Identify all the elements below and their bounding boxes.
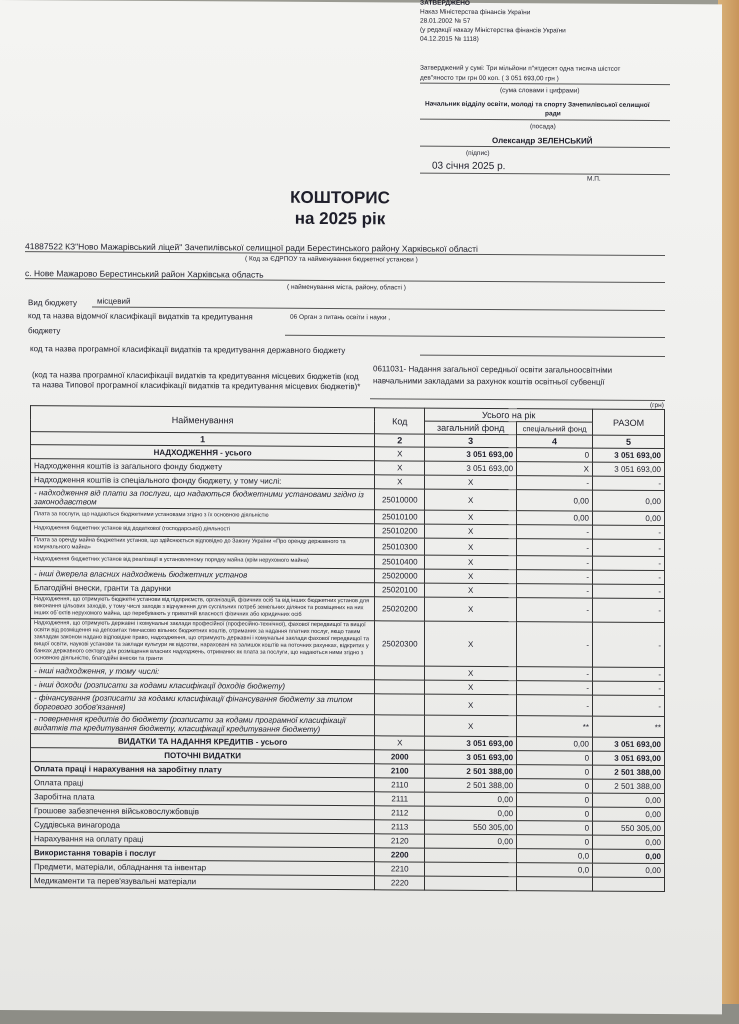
row-total: - — [593, 667, 665, 681]
header-code: Код — [375, 408, 425, 434]
row-name: Оплата праці — [31, 776, 375, 792]
budget-type-label: Вид бюджету — [28, 298, 78, 308]
program-class-label: код та назва програмної класифікації видатків та кредитування державного бюджету — [30, 344, 346, 356]
row-name: Надходження бюджетних установ від додаткової (господарської) діяльності — [31, 522, 375, 538]
row-special-fund: - — [517, 539, 593, 556]
row-special-fund — [517, 877, 593, 891]
row-special-fund: - — [517, 584, 593, 598]
dept-class-label-2: бюджету — [28, 326, 61, 336]
row-name: - повернення кредитів до бюджету (розписати за кодами програмної класифікації видатків та кредитування бюджету, класифікації кредитування бюджету) — [31, 713, 375, 736]
dept-class-line — [285, 335, 665, 338]
table-row — [31, 874, 665, 892]
signature-line — [420, 146, 670, 149]
row-code: 2200 — [375, 848, 425, 862]
row-name: - інші доходи (розписати за кодами класифікації доходів бюджету) — [31, 678, 375, 694]
row-code: Х — [375, 736, 425, 750]
row-total: 0,00 — [593, 807, 665, 821]
row-special-fund: Х — [517, 462, 593, 476]
table-row — [31, 619, 665, 668]
location-name: с. Нове Мажарово Берестинський район Харківська область — [25, 268, 264, 280]
row-total: - — [593, 539, 665, 556]
position-caption: (посада) — [530, 123, 556, 131]
row-special-fund: - — [517, 525, 593, 539]
row-code — [375, 680, 425, 694]
row-code — [375, 715, 425, 736]
row-general-fund: 0,00 — [425, 806, 517, 821]
row-general-fund: Х — [425, 694, 517, 716]
row-name: НАДХОДЖЕННЯ - усього — [31, 445, 375, 461]
document-title: КОШТОРИС — [290, 187, 390, 208]
institution-name: 41887522 КЗ"Ново Мажарівський ліцей" Зачепилівської селищної ради Берестинського району Харківської області — [25, 241, 478, 254]
approved-sum-2: дев"яносто три грн 00 коп. ( 3 051 693,00 грн ) — [420, 74, 559, 83]
row-general-fund — [425, 848, 517, 863]
sign-caption: (підпис) — [466, 149, 490, 157]
row-total: - — [593, 525, 665, 539]
row-general-fund: Х — [425, 510, 517, 525]
row-total: 0,00 — [593, 793, 665, 807]
row-name: - інші надходження, у тому числі: — [31, 664, 375, 680]
header-total-year: Усього на рік — [425, 408, 593, 422]
row-special-fund: 0,0 — [517, 863, 593, 877]
row-name: Грошове забезпечення військовослужбовців — [31, 804, 375, 820]
row-name: ВИДАТКИ ТА НАДАННЯ КРЕДИТІВ - усього — [31, 734, 375, 750]
row-total: - — [593, 570, 665, 584]
row-code: 2113 — [375, 820, 425, 834]
row-special-fund: 0 — [517, 448, 593, 462]
row-general-fund: 3 051 693,00 — [425, 736, 517, 751]
row-general-fund: Х — [425, 621, 517, 667]
col-num-4: 4 — [517, 435, 593, 448]
position-text: Начальник відділу освіти, молоді та спорту Зачепилівської селищної — [425, 100, 650, 109]
row-code: 25010400 — [375, 555, 425, 569]
row-name: Благодійні внески, гранти та дарунки — [31, 581, 375, 597]
location-caption: ( найменування міста, району, області ) — [287, 283, 406, 292]
row-general-fund — [425, 862, 517, 877]
row-name: Надходження бюджетних установ від реалізації в установленому порядку майна (крім нерухомого майна) — [31, 553, 375, 569]
local-class-value: 0611031- Надання загальної середньої освіти загальноосвітніми — [373, 364, 613, 375]
col-num-1: 1 — [31, 432, 375, 447]
row-name: Заробітна плата — [31, 790, 375, 806]
local-class-value-2: навчальними закладами за рахунок коштів освітньої субвенції — [373, 376, 605, 387]
row-special-fund: - — [517, 695, 593, 716]
row-special-fund: - — [517, 667, 593, 681]
row-code: 2110 — [375, 778, 425, 792]
budget-table — [30, 405, 665, 892]
position-line — [420, 119, 670, 122]
row-general-fund: Х — [425, 489, 517, 511]
row-special-fund: 0,00 — [517, 737, 593, 751]
row-total: - — [593, 584, 665, 598]
row-special-fund: - — [517, 556, 593, 570]
row-code — [375, 666, 425, 680]
row-general-fund: Х — [425, 524, 517, 539]
row-total: 2 501 388,00 — [593, 765, 665, 779]
row-code: 25010200 — [375, 524, 425, 538]
row-general-fund: 3 051 693,00 — [425, 447, 517, 462]
row-special-fund: 0 — [517, 807, 593, 821]
row-code: 25010000 — [375, 489, 425, 510]
row-general-fund: 2 501 388,00 — [425, 778, 517, 793]
row-special-fund: 0 — [517, 779, 593, 793]
row-name: Плата за послуги, що надаються бюджетними установами згідно з їх основною діяльністю — [31, 508, 375, 524]
row-total: 0,00 — [593, 490, 665, 511]
row-total: ** — [593, 716, 665, 737]
local-class-label-2: та назва Типової програмної класифікації видатків та кредитування місцевих бюджетів)* — [32, 380, 361, 392]
row-total: 3 051 693,00 — [593, 448, 665, 462]
col-num-3: 3 — [425, 434, 517, 448]
approved-sum: Затверджений у сумі: Три мільйони п"ятдесят одна тисяча шістсот — [420, 64, 621, 73]
order-line-3: (у редакції наказу Міністерства фінансів України — [420, 26, 566, 35]
row-special-fund: - — [517, 476, 593, 490]
sum-caption: (сума словами і цифрами) — [500, 87, 580, 95]
header-sum: РАЗОМ — [593, 409, 665, 435]
row-total: - — [593, 681, 665, 695]
row-general-fund: Х — [425, 597, 517, 622]
dept-class-value: 06 Орган з питань освіти і науки , — [290, 313, 391, 322]
row-code: Х — [375, 461, 425, 475]
row-name: Плата за оренду майна бюджетних установ, що здійснюється відповідно до Закону України «Про оренду державного та комунального майна» — [31, 536, 375, 555]
row-total: - — [593, 695, 665, 716]
row-general-fund: 0,00 — [425, 834, 517, 849]
row-code: 2220 — [375, 876, 425, 890]
row-total — [593, 877, 665, 891]
institution-caption: ( Код за ЄДРПОУ та найменування бюджетної установи ) — [245, 255, 418, 264]
row-special-fund: 0,00 — [517, 490, 593, 511]
row-general-fund: Х — [425, 569, 517, 584]
document-year: на 2025 рік — [294, 208, 386, 229]
row-code: 2120 — [375, 834, 425, 848]
row-total: 2 501 388,00 — [593, 779, 665, 793]
row-name: Надходження, що отримують державні і комунальні заклади професійної (професійно-технічної), фахової передвищої та вищої освіти від розміщення на депозитах тимчасово вільних бюджетних коштів, отриманих за надання платних послуг, якщо таким закладам законом надано відповідне право, надходження, що отримують державні і комунальні заклади фахової передвищої та вищої освіти, наукові установи та заклади культури як відсотки, нараховані на залишок коштів на поточних рахунках, відкритих у банках державного сектору для розміщення власних надходжень, отриманих як плата за послуги, що надаються ними згідно з основною діяльністю, благодійні внески та гранти — [31, 619, 375, 666]
row-total: 3 051 693,00 — [593, 462, 665, 476]
row-name: Предмети, матеріали, обладнання та інвентар — [31, 860, 375, 876]
row-code — [375, 694, 425, 715]
row-name: - надходження від плати за послуги, що надаються бюджетними установами згідно із законодавством — [31, 487, 375, 510]
table-body — [31, 445, 665, 892]
header-name: Найменування — [31, 406, 375, 434]
row-special-fund: ** — [517, 716, 593, 737]
row-code: 25010100 — [375, 510, 425, 524]
col-num-5: 5 — [593, 435, 665, 448]
row-special-fund: - — [517, 598, 593, 622]
sum-line — [420, 83, 670, 86]
row-general-fund: 0,00 — [425, 792, 517, 807]
order-line-4: 04.12.2015 № 1118) — [420, 35, 479, 43]
row-name: Суддівська винагорода — [31, 818, 375, 834]
row-general-fund: Х — [425, 715, 517, 737]
row-special-fund: - — [517, 681, 593, 695]
row-total: 3 051 693,00 — [593, 737, 665, 751]
row-name: Використання товарів і послуг — [31, 846, 375, 862]
order-line-1: Наказ Міністерства фінансів України — [420, 8, 531, 17]
position-text-2: ради — [545, 110, 561, 118]
row-special-fund: 0 — [517, 765, 593, 779]
program-class-line — [420, 355, 665, 357]
row-code: 25020200 — [375, 597, 425, 621]
header-general-fund: загальний фонд — [425, 421, 517, 435]
row-general-fund: 550 305,00 — [425, 820, 517, 835]
row-total: - — [593, 622, 665, 667]
row-name: Надходження, що отримують бюджетні установи від підприємств, організацій, фізичних осіб та від інших бюджетних установ для виконання цільових заходів, у тому числі заходів з відчуження для суспільних потреб земельних ділянок та розміщених на них інших об`єктів нерухомого майна, що перебувають у приватній власності фізичних або юридичних осіб — [31, 595, 375, 621]
row-code: 25020000 — [375, 569, 425, 583]
date-line — [420, 173, 670, 176]
row-code: 2000 — [375, 750, 425, 764]
row-code: Х — [375, 447, 425, 461]
row-general-fund: Х — [425, 538, 517, 556]
order-line-2: 28.01.2002 № 57 — [420, 17, 471, 25]
row-code: 2210 — [375, 862, 425, 876]
local-class-line — [370, 398, 665, 401]
dept-class-label: код та назва відомчої класифікації видатків та кредитування — [28, 311, 253, 322]
header-special-fund: спеціальний фонд — [517, 422, 593, 435]
row-code: 2100 — [375, 764, 425, 778]
approval-date: 03 січня 2025 р. — [432, 160, 506, 173]
row-special-fund: 0 — [517, 751, 593, 765]
row-code: 25020300 — [375, 621, 425, 666]
signatory-name: Олександр ЗЕЛЕНСЬКИЙ — [492, 136, 593, 146]
row-general-fund: Х — [425, 680, 517, 695]
row-name: Медикаменти та перев'язувальні матеріали — [31, 874, 375, 890]
row-total: - — [593, 556, 665, 570]
row-total: 0,00 — [593, 511, 665, 525]
row-special-fund: 0 — [517, 835, 593, 849]
col-num-2: 2 — [375, 434, 425, 447]
row-name: ПОТОЧНІ ВИДАТКИ — [31, 748, 375, 764]
approval-top: ЗАТВЕРДЖЕНО — [420, 0, 470, 7]
row-general-fund — [425, 876, 517, 891]
row-special-fund: 0 — [517, 821, 593, 835]
row-special-fund: - — [517, 622, 593, 667]
row-total: - — [593, 598, 665, 622]
row-general-fund: 2 501 388,00 — [425, 764, 517, 779]
row-code: 2112 — [375, 806, 425, 820]
row-code: 25020100 — [375, 583, 425, 597]
row-general-fund: Х — [425, 475, 517, 490]
row-special-fund: 0 — [517, 793, 593, 807]
row-general-fund: Х — [425, 666, 517, 681]
row-code: 2111 — [375, 792, 425, 806]
row-special-fund: 0,00 — [517, 511, 593, 525]
budget-type-line — [92, 307, 665, 312]
row-total: 550 305,00 — [593, 821, 665, 835]
row-total: - — [593, 476, 665, 490]
row-total: 0,00 — [593, 863, 665, 877]
row-name: - інші джерела власних надходжень бюджетних установ — [31, 567, 375, 583]
row-special-fund: 0,0 — [517, 849, 593, 863]
row-general-fund: 3 051 693,00 — [425, 750, 517, 765]
row-name: Нарахування на оплату праці — [31, 832, 375, 848]
row-total: 0,00 — [593, 835, 665, 849]
row-name: Надходження коштів із загального фонду бюджету — [31, 459, 375, 475]
row-code: Х — [375, 475, 425, 489]
row-name: Надходження коштів із спеціального фонду бюджету, у тому числі: — [31, 473, 375, 489]
location-line — [25, 278, 665, 283]
row-code: 25010300 — [375, 538, 425, 555]
row-general-fund: Х — [425, 555, 517, 570]
row-name: - фінансування (розписати за кодами класифікації фінансування бюджету за типом боргового зобов'язання) — [31, 692, 375, 715]
row-general-fund: 3 051 693,00 — [425, 461, 517, 476]
row-total: 0,00 — [593, 849, 665, 863]
row-total: 3 051 693,00 — [593, 751, 665, 765]
row-special-fund: - — [517, 570, 593, 584]
row-general-fund: Х — [425, 583, 517, 598]
budget-type-value: місцевий — [97, 296, 131, 306]
row-name: Оплата праці і нарахування на заробітну плату — [31, 762, 375, 778]
local-class-label: (код та назва програмної класифікації видатків та кредитування місцевих бюджетів (код — [32, 370, 359, 382]
currency-label: (грн) — [650, 401, 664, 410]
stamp-label: М.П. — [587, 175, 601, 183]
